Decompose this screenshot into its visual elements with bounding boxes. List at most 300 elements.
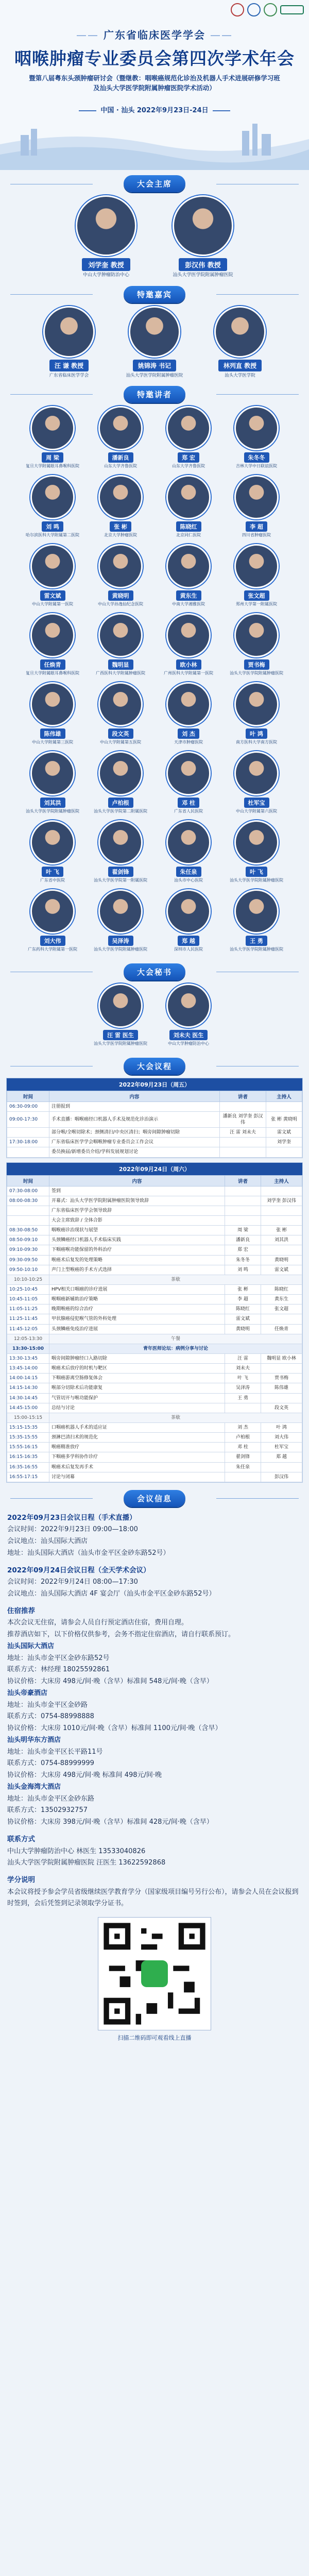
agenda-time bbox=[7, 1128, 49, 1138]
speaker-card bbox=[87, 820, 154, 888]
info-text: 会议地点：汕头国际大酒店 bbox=[7, 1537, 88, 1546]
speaker-card bbox=[154, 475, 222, 543]
speaker-portrait-photo bbox=[166, 406, 211, 450]
speaker-name: 翟剑锋 bbox=[108, 867, 133, 877]
agenda-day2 bbox=[6, 1162, 303, 1483]
col-header-time: 时间 bbox=[7, 1091, 49, 1101]
speaker-card bbox=[222, 544, 290, 612]
agenda-host: 贾书梅 bbox=[261, 1374, 302, 1383]
speaker-affiliation: 山东大学齐鲁医院 bbox=[104, 463, 137, 468]
speaker-portrait-photo bbox=[166, 613, 211, 657]
speaker-name: 雷文斌 bbox=[40, 590, 65, 601]
agenda-speaker: 翟剑锋 bbox=[225, 1452, 261, 1462]
agenda-speaker: 朱冬冬 bbox=[225, 1255, 261, 1265]
agenda-row bbox=[7, 1314, 302, 1324]
agenda-day1 bbox=[6, 1078, 303, 1158]
agenda-time bbox=[7, 1206, 49, 1215]
secretary-card bbox=[154, 984, 222, 1052]
agenda-row bbox=[7, 1101, 302, 1111]
speaker-affiliation: 广东省中医院 bbox=[40, 877, 65, 883]
subtitle-line-2: 及汕头大学医学院附属肿瘤医院学术活动） bbox=[93, 84, 216, 92]
speaker-portrait-photo bbox=[166, 475, 211, 519]
agenda-host: 张文超 bbox=[261, 1304, 302, 1314]
agenda-host: 刘其洪 bbox=[261, 1235, 302, 1245]
agenda-time: 10:45-11:05 bbox=[7, 1295, 49, 1304]
chair-name: 彭汉伟 教授 bbox=[179, 258, 227, 271]
credits-text: 本会议将授予参会学员省级继续医学教育学分（国家级项目编号另行公布），请参会人员在会议报到时签到，会后凭签到记录领取学分证书。 bbox=[7, 1888, 299, 1908]
section-title-honor: 特邀嘉宾 bbox=[124, 286, 185, 303]
agenda-row bbox=[7, 1111, 302, 1127]
secretary-affiliation: 中山大学肿瘤防治中心 bbox=[168, 1041, 209, 1046]
section-title-speakers: 特邀讲者 bbox=[124, 386, 185, 403]
col-header-speaker: 讲者 bbox=[225, 1175, 261, 1186]
agenda-speaker: 叶 飞 bbox=[225, 1374, 261, 1383]
speaker-card bbox=[154, 682, 222, 750]
agenda-speaker: 汪 雷 刘未夫 bbox=[220, 1128, 266, 1138]
venue-date-text: 中国 · 汕头 2022年9月23日-24日 bbox=[100, 107, 209, 114]
hotel-price: 协议价格：大床房 1010元/间·晚（含早）标准间 1100元/间·晚（含早） bbox=[7, 1724, 222, 1733]
agenda-row bbox=[7, 1413, 302, 1422]
speaker-card bbox=[222, 820, 290, 888]
speaker-affiliation: 中山大学附属第六医院 bbox=[236, 808, 277, 814]
speaker-portrait-photo bbox=[98, 544, 143, 588]
agenda-speaker: 刘 鸣 bbox=[225, 1265, 261, 1275]
speaker-portrait-photo bbox=[166, 820, 211, 865]
info-text: 地址：汕头国际大酒店（汕头市金平区金砂东路52号） bbox=[7, 1549, 170, 1557]
agenda-content: 委员换届/新增委员介绍/学科发展规划讨论 bbox=[49, 1147, 220, 1157]
agenda-speaker: 周 梁 bbox=[225, 1226, 261, 1235]
agenda-day1-table bbox=[7, 1091, 302, 1158]
agenda-day2-title: 2022年09月24日（周六） bbox=[7, 1163, 302, 1175]
agenda-speaker: 黄晓明 bbox=[225, 1324, 261, 1334]
agenda-speaker bbox=[225, 1216, 261, 1226]
guest-affiliation: 汕头大学医学院附属肿瘤医院 bbox=[126, 372, 183, 378]
speaker-portrait-photo bbox=[166, 751, 211, 795]
agenda-host: 刘大伟 bbox=[261, 1433, 302, 1443]
speaker-name: 潘新良 bbox=[108, 452, 133, 463]
chair-name: 刘学奎 教授 bbox=[82, 258, 130, 271]
speaker-name: 卢柏根 bbox=[108, 798, 133, 808]
agenda-host bbox=[261, 1245, 302, 1255]
agenda-speaker: 汪 雷 bbox=[225, 1353, 261, 1363]
agenda-time: 16:55-17:15 bbox=[7, 1472, 49, 1482]
agenda-host: 张 彬 bbox=[261, 1226, 302, 1235]
society-logo-icon bbox=[231, 3, 244, 16]
speaker-affiliation: 哈尔滨医科大学附属第二医院 bbox=[26, 532, 79, 537]
speaker-portrait-photo bbox=[30, 751, 75, 795]
agenda-row bbox=[7, 1226, 302, 1235]
info-text: 会议时间：2022年9月24日 08:00—17:30 bbox=[7, 1578, 138, 1586]
speaker-name: 任焕青 bbox=[40, 659, 65, 670]
agenda-row bbox=[7, 1128, 302, 1138]
agenda-content: 茶歇 bbox=[49, 1275, 302, 1284]
speaker-card bbox=[87, 889, 154, 957]
speaker-portrait-photo bbox=[30, 613, 75, 657]
agenda-time bbox=[7, 1147, 49, 1157]
speaker-affiliation: 汕头市中心医院 bbox=[174, 877, 203, 883]
speaker-card bbox=[19, 889, 87, 957]
agenda-host: 任焕青 bbox=[261, 1324, 302, 1334]
agenda-host bbox=[266, 1101, 302, 1111]
speaker-name: 王 勇 bbox=[246, 936, 267, 946]
agenda-time: 11:45-12:05 bbox=[7, 1324, 49, 1334]
agenda-time: 13:30-15:00 bbox=[7, 1344, 49, 1353]
speaker-card bbox=[154, 406, 222, 474]
speaker-name: 刘其洪 bbox=[40, 798, 65, 808]
info-heading-contact: 联系方式 bbox=[7, 1835, 35, 1843]
agenda-content: 头颈鳞癌经口机器人手术临床实践 bbox=[49, 1235, 225, 1245]
speaker-affiliation: 广州医科大学附属第一医院 bbox=[164, 670, 213, 675]
section-title-info: 会议信息 bbox=[124, 1490, 185, 1507]
speaker-portrait-photo bbox=[234, 544, 279, 588]
qr-caption: 扫描二维码即可观看线上直播 bbox=[117, 2035, 192, 2042]
agenda-row bbox=[7, 1186, 302, 1196]
speaker-card bbox=[222, 751, 290, 819]
agenda-row bbox=[7, 1433, 302, 1443]
speaker-name: 魏明显 bbox=[108, 659, 133, 670]
agenda-host: 张 彬 黄晓明 bbox=[266, 1111, 302, 1127]
speaker-card bbox=[87, 475, 154, 543]
info-heading-day2: 2022年09月24日会议日程（全天学术会议） bbox=[7, 1566, 150, 1574]
page-title: 咽喉肿瘤专业委员会第四次学术年会 bbox=[14, 48, 295, 69]
guest-portrait-photo bbox=[129, 306, 180, 358]
agenda-host bbox=[261, 1314, 302, 1324]
agenda-host bbox=[261, 1186, 302, 1196]
subtitle-line-1: 暨第八届粤东头颈肿瘤研讨会（暨继教：咽喉癌规范化诊治及机器人手术进展研修学习班 bbox=[29, 74, 280, 82]
speaker-card bbox=[87, 544, 154, 612]
section-title-secretary: 大会秘书 bbox=[124, 963, 185, 980]
speaker-card bbox=[19, 475, 87, 543]
hotel-address: 地址：汕头市金平区长平路11号 bbox=[7, 1748, 103, 1756]
agenda-row bbox=[7, 1304, 302, 1314]
agenda-content: 喉咽癌新辅助治疗策略 bbox=[49, 1295, 225, 1304]
speaker-affiliation: 复旦大学附属眼耳鼻喉科医院 bbox=[26, 670, 79, 675]
speaker-name: 贾书梅 bbox=[244, 659, 269, 670]
speaker-name: 吴泽涛 bbox=[108, 936, 133, 946]
agenda-day1-title: 2022年09月23日（周五） bbox=[7, 1078, 302, 1091]
col-header-host: 主持人 bbox=[266, 1091, 302, 1101]
society-text: 广东省临床医学学会 bbox=[104, 29, 205, 41]
agenda-content: 喉癌术后复发的处理策略 bbox=[49, 1255, 225, 1265]
hotel-contact: 联系方式：0754-88999999 bbox=[7, 1759, 94, 1768]
agenda-host: 陈晓红 bbox=[261, 1284, 302, 1294]
agenda-speaker: 潘新良 bbox=[225, 1235, 261, 1245]
agenda-time: 11:05-11:25 bbox=[7, 1304, 49, 1314]
col-header-host: 主持人 bbox=[261, 1175, 302, 1186]
agenda-speaker bbox=[220, 1147, 266, 1157]
speaker-portrait-photo bbox=[234, 751, 279, 795]
speaker-name: 陈晓红 bbox=[176, 521, 201, 532]
section-title-chairs: 大会主席 bbox=[124, 175, 185, 192]
agenda-host: 刘学奎 bbox=[266, 1138, 302, 1147]
agenda-row bbox=[7, 1393, 302, 1403]
agenda-row bbox=[7, 1374, 302, 1383]
speaker-affiliation: 中山大学附属第五医院 bbox=[100, 739, 141, 744]
qr-code-icon bbox=[98, 1918, 211, 2030]
agenda-content: 广东省临床医学学会领导致辞 bbox=[49, 1206, 225, 1215]
agenda-time: 09:30-09:50 bbox=[7, 1255, 49, 1265]
speaker-name: 刘 鸣 bbox=[42, 521, 63, 532]
agenda-speaker: 李 超 bbox=[225, 1295, 261, 1304]
speaker-card bbox=[222, 613, 290, 681]
speaker-name: 黄晓明 bbox=[108, 590, 133, 601]
secretary-portrait-photo bbox=[98, 984, 143, 1028]
agenda-time: 13:45-14:00 bbox=[7, 1364, 49, 1374]
hotel-price: 协议价格：大床房 498元/间·晚（含早）标准间 548元/间·晚（含早） bbox=[7, 1677, 213, 1686]
agenda-time: 15:55-16:15 bbox=[7, 1443, 49, 1452]
agenda-time: 06:30-09:00 bbox=[7, 1101, 49, 1111]
speaker-name: 张文超 bbox=[244, 590, 269, 601]
col-header-time: 时间 bbox=[7, 1175, 49, 1186]
speaker-affiliation: 汕头大学医学院附属肿瘤医院 bbox=[230, 670, 283, 675]
speaker-card bbox=[222, 475, 290, 543]
secretary-affiliation: 汕头大学医学院附属肿瘤医院 bbox=[94, 1041, 147, 1046]
honor-guest-card bbox=[201, 306, 279, 379]
info-heading-credits: 学分说明 bbox=[7, 1876, 35, 1885]
agenda-host bbox=[261, 1393, 302, 1403]
agenda-speaker: 刘未夫 bbox=[225, 1364, 261, 1374]
speaker-card bbox=[222, 406, 290, 474]
speaker-affiliation: 广东药科大学附属第一医院 bbox=[28, 946, 77, 952]
speaker-portrait-photo bbox=[234, 406, 279, 450]
meeting-info bbox=[7, 1512, 302, 1910]
speaker-card bbox=[154, 613, 222, 681]
speaker-portrait-photo bbox=[30, 475, 75, 519]
agenda-row bbox=[7, 1353, 302, 1363]
agenda-speaker bbox=[225, 1196, 261, 1206]
speaker-affiliation: 中南大学湘雅医院 bbox=[172, 601, 205, 606]
section-secretary bbox=[0, 963, 309, 980]
hotel-contact: 联系方式：0754-88998888 bbox=[7, 1713, 94, 1721]
hotel-price: 协议价格：大床房 498元/间·晚 标准间 498元/间·晚 bbox=[7, 1771, 162, 1780]
agenda-time: 13:30-13:45 bbox=[7, 1353, 49, 1363]
speaker-portrait-photo bbox=[30, 682, 75, 726]
agenda-row bbox=[7, 1206, 302, 1215]
agenda-content: 大会主席致辞 / 全体合影 bbox=[49, 1216, 225, 1226]
agenda-row bbox=[7, 1403, 302, 1413]
agenda-speaker: 潘新良 刘学奎 彭汉伟 bbox=[220, 1111, 266, 1127]
agenda-content: 开幕式：汕头大学医学院附属肿瘤医院领导致辞 bbox=[49, 1196, 225, 1206]
speaker-name: 朱冬冬 bbox=[244, 452, 269, 463]
agenda-content: 下咽癌游离空肠修复体会 bbox=[49, 1374, 225, 1383]
speaker-name: 郑 宏 bbox=[178, 452, 199, 463]
speaker-card bbox=[154, 544, 222, 612]
secretary-name: 汪 雷 医生 bbox=[103, 1030, 138, 1040]
speaker-card bbox=[222, 889, 290, 957]
agenda-time: 10:10-10:25 bbox=[7, 1275, 49, 1284]
speaker-affiliation: 山东大学齐鲁医院 bbox=[172, 463, 205, 468]
speaker-affiliation: 郑州大学第一附属医院 bbox=[236, 601, 277, 606]
speaker-name: 欧小林 bbox=[176, 659, 201, 670]
livestream-qr-code[interactable] bbox=[98, 1917, 211, 2030]
agenda-speaker: 雷文斌 bbox=[225, 1314, 261, 1324]
agenda-time: 10:25-10:45 bbox=[7, 1284, 49, 1294]
agenda-speaker: 朱任泉 bbox=[225, 1462, 261, 1472]
page-subtitle bbox=[15, 73, 294, 93]
agenda-time: 08:50-09:10 bbox=[7, 1235, 49, 1245]
guest-name: 汪 谦 教授 bbox=[49, 360, 89, 371]
speaker-portrait-photo bbox=[98, 613, 143, 657]
agenda-host: 雷文斌 bbox=[261, 1265, 302, 1275]
speaker-name: 邓 柱 bbox=[178, 798, 199, 808]
speaker-card bbox=[19, 682, 87, 750]
speaker-portrait-photo bbox=[30, 889, 75, 934]
speaker-card bbox=[87, 613, 154, 681]
speaker-affiliation: 深圳市人民医院 bbox=[174, 946, 203, 952]
speaker-name: 周 梁 bbox=[42, 452, 63, 463]
agenda-speaker: 吴泽涛 bbox=[225, 1383, 261, 1393]
agenda-time: 12:05-13:30 bbox=[7, 1334, 49, 1344]
agenda-row bbox=[7, 1383, 302, 1393]
speaker-portrait-photo bbox=[234, 889, 279, 934]
agenda-content: 部分喉/全喉切除术；颈侧清扫/中央区清扫；咽旁间隙肿瘤切除 bbox=[49, 1128, 220, 1138]
agenda-content: 咽喉癌诊治现状与展望 bbox=[49, 1226, 225, 1235]
agenda-speaker: 刘 杰 bbox=[225, 1422, 261, 1432]
agenda-content: 头颈鳞癌免疫治疗进展 bbox=[49, 1324, 225, 1334]
agenda-day2-table bbox=[7, 1175, 302, 1482]
agenda-content: 讨论与闭幕 bbox=[49, 1472, 225, 1482]
speaker-card bbox=[154, 751, 222, 819]
agenda-speaker: 陈晓红 bbox=[225, 1304, 261, 1314]
agenda-time: 07:30-08:00 bbox=[7, 1186, 49, 1196]
agenda-row bbox=[7, 1452, 302, 1462]
agenda-speaker bbox=[225, 1186, 261, 1196]
agenda-row bbox=[7, 1284, 302, 1294]
info-text: 会议地点：汕头国际大酒店 4F 宴会厅（汕头市金平区金砂东路52号） bbox=[7, 1590, 216, 1598]
agenda-time: 15:00-15:15 bbox=[7, 1413, 49, 1422]
chair-affiliation: 中山大学肿瘤防治中心 bbox=[82, 273, 129, 278]
speaker-affiliation: 北京同仁医院 bbox=[176, 532, 201, 537]
agenda-time: 09:50-10:10 bbox=[7, 1265, 49, 1275]
agenda-time: 15:15-15:35 bbox=[7, 1422, 49, 1432]
agenda-host: 杜军宝 bbox=[261, 1443, 302, 1452]
speaker-card bbox=[222, 682, 290, 750]
speakers-grid bbox=[0, 406, 309, 958]
university-logo-icon bbox=[247, 3, 261, 16]
speaker-card bbox=[87, 751, 154, 819]
agenda-content: 颈淋巴清扫术的规范化 bbox=[49, 1433, 225, 1443]
speaker-card bbox=[87, 682, 154, 750]
agenda-row bbox=[7, 1255, 302, 1265]
agenda-content: 青年医师论坛：病例分享与讨论 bbox=[49, 1344, 302, 1353]
speaker-affiliation: 吉林大学中日联谊医院 bbox=[236, 463, 277, 468]
contact-line: 中山大学肿瘤防治中心 林医生 13533040826 bbox=[7, 1847, 146, 1855]
agenda-host: 彭汉伟 bbox=[261, 1472, 302, 1482]
agenda-row bbox=[7, 1138, 302, 1147]
col-header-content: 内容 bbox=[49, 1091, 220, 1101]
hero-header bbox=[0, 0, 309, 170]
hotel-address: 地址：汕头市金平区金砂东路 bbox=[7, 1794, 95, 1803]
agenda-row bbox=[7, 1334, 302, 1344]
chair-affiliation: 汕头大学医学院附属肿瘤医院 bbox=[173, 273, 233, 278]
livestream-qr-block bbox=[95, 1917, 214, 2042]
chair-portrait-photo bbox=[173, 195, 233, 256]
agenda-content: 下咽癌喉功能保留的外科治疗 bbox=[49, 1245, 225, 1255]
agenda-speaker bbox=[225, 1206, 261, 1215]
agenda-host: 黄东生 bbox=[261, 1295, 302, 1304]
speaker-card bbox=[87, 406, 154, 474]
col-header-content: 内容 bbox=[49, 1175, 225, 1186]
speaker-affiliation: 广西医科大学附属肿瘤医院 bbox=[96, 670, 145, 675]
hotel-name: 汕头国际大酒店 bbox=[7, 1642, 55, 1650]
speaker-portrait-photo bbox=[166, 889, 211, 934]
agenda-row bbox=[7, 1443, 302, 1452]
speaker-portrait-photo bbox=[234, 475, 279, 519]
contact-line: 汕头大学医学院附属肿瘤医院 汪医生 13622592868 bbox=[7, 1859, 166, 1867]
guest-name: 姚锦涛 书记 bbox=[133, 360, 176, 371]
speaker-card bbox=[154, 820, 222, 888]
city-skyline-illustration bbox=[0, 108, 309, 170]
agenda-row bbox=[7, 1324, 302, 1334]
section-agenda bbox=[0, 1058, 309, 1075]
speaker-name: 李 超 bbox=[246, 521, 267, 532]
hospital-logo-icon bbox=[264, 3, 277, 16]
speaker-affiliation: 汕头大学医学院第一附属医院 bbox=[94, 877, 147, 883]
agenda-host: 魏明显 欧小林 bbox=[261, 1353, 302, 1363]
chairs-grid bbox=[0, 195, 309, 281]
agenda-row bbox=[7, 1196, 302, 1206]
agenda-time: 08:00-08:30 bbox=[7, 1196, 49, 1206]
cancer-center-logo-icon bbox=[280, 5, 304, 14]
agenda-time: 16:35-16:55 bbox=[7, 1462, 49, 1472]
secretary-grid bbox=[0, 984, 309, 1053]
speaker-name: 叶 飞 bbox=[246, 867, 267, 877]
agenda-time: 08:30-08:50 bbox=[7, 1226, 49, 1235]
speaker-affiliation: 广东省人民医院 bbox=[174, 808, 203, 814]
speaker-portrait-photo bbox=[166, 682, 211, 726]
agenda-row bbox=[7, 1216, 302, 1226]
speaker-name: 段文英 bbox=[108, 728, 133, 739]
agenda-content: HPV相关口咽癌的诊疗进展 bbox=[49, 1284, 225, 1294]
society-name: —— 广东省临床医学学会 —— bbox=[76, 29, 233, 41]
speaker-card bbox=[19, 544, 87, 612]
speaker-portrait-photo bbox=[98, 682, 143, 726]
agenda-content: 手术直播：咽喉癌经口机器人手术及规范化诊治演示 bbox=[49, 1111, 220, 1127]
agenda-row bbox=[7, 1295, 302, 1304]
agenda-time: 11:25-11:45 bbox=[7, 1314, 49, 1324]
hotel-address: 地址：汕头市金平区金砂路 bbox=[7, 1701, 88, 1709]
speaker-affiliation: 中山大学孙逸仙纪念医院 bbox=[98, 601, 143, 606]
guest-affiliation: 广东省临床医学学会 bbox=[49, 372, 89, 378]
guest-name: 林列直 教授 bbox=[218, 360, 262, 371]
agenda-row bbox=[7, 1344, 302, 1353]
speaker-name: 叶 飞 bbox=[42, 867, 63, 877]
agenda-content: 午餐 bbox=[49, 1334, 302, 1344]
speaker-affiliation: 汕头大学医学院附属肿瘤医院 bbox=[230, 946, 283, 952]
speaker-card bbox=[154, 889, 222, 957]
agenda-host: 叶 鸿 bbox=[261, 1422, 302, 1432]
agenda-time: 14:45-15:00 bbox=[7, 1403, 49, 1413]
agenda-day2-rows bbox=[7, 1186, 302, 1482]
hotel-address: 地址：汕头市金平区金砂东路52号 bbox=[7, 1654, 110, 1662]
guest-affiliation: 汕头大学医学院 bbox=[225, 372, 255, 378]
agenda-speaker: 张 彬 bbox=[225, 1284, 261, 1294]
agenda-content: 声门上型喉癌的手术方式选择 bbox=[49, 1265, 225, 1275]
speaker-card bbox=[19, 751, 87, 819]
agenda-speaker bbox=[220, 1101, 266, 1111]
agenda-row bbox=[7, 1364, 302, 1374]
guest-portrait-photo bbox=[43, 306, 95, 358]
section-honor bbox=[0, 286, 309, 303]
agenda-content: 下咽癌多学科协作诊疗 bbox=[49, 1452, 225, 1462]
agenda-content: 广东省临床医学学会咽喉肿瘤专业委员会工作会议 bbox=[49, 1138, 220, 1147]
agenda-time: 14:30-14:45 bbox=[7, 1393, 49, 1403]
agenda-host: 段文英 bbox=[261, 1403, 302, 1413]
agenda-speaker: 邓 柱 bbox=[225, 1443, 261, 1452]
secretary-name: 刘未夫 医生 bbox=[169, 1030, 208, 1040]
speaker-card bbox=[19, 820, 87, 888]
agenda-host bbox=[261, 1462, 302, 1472]
